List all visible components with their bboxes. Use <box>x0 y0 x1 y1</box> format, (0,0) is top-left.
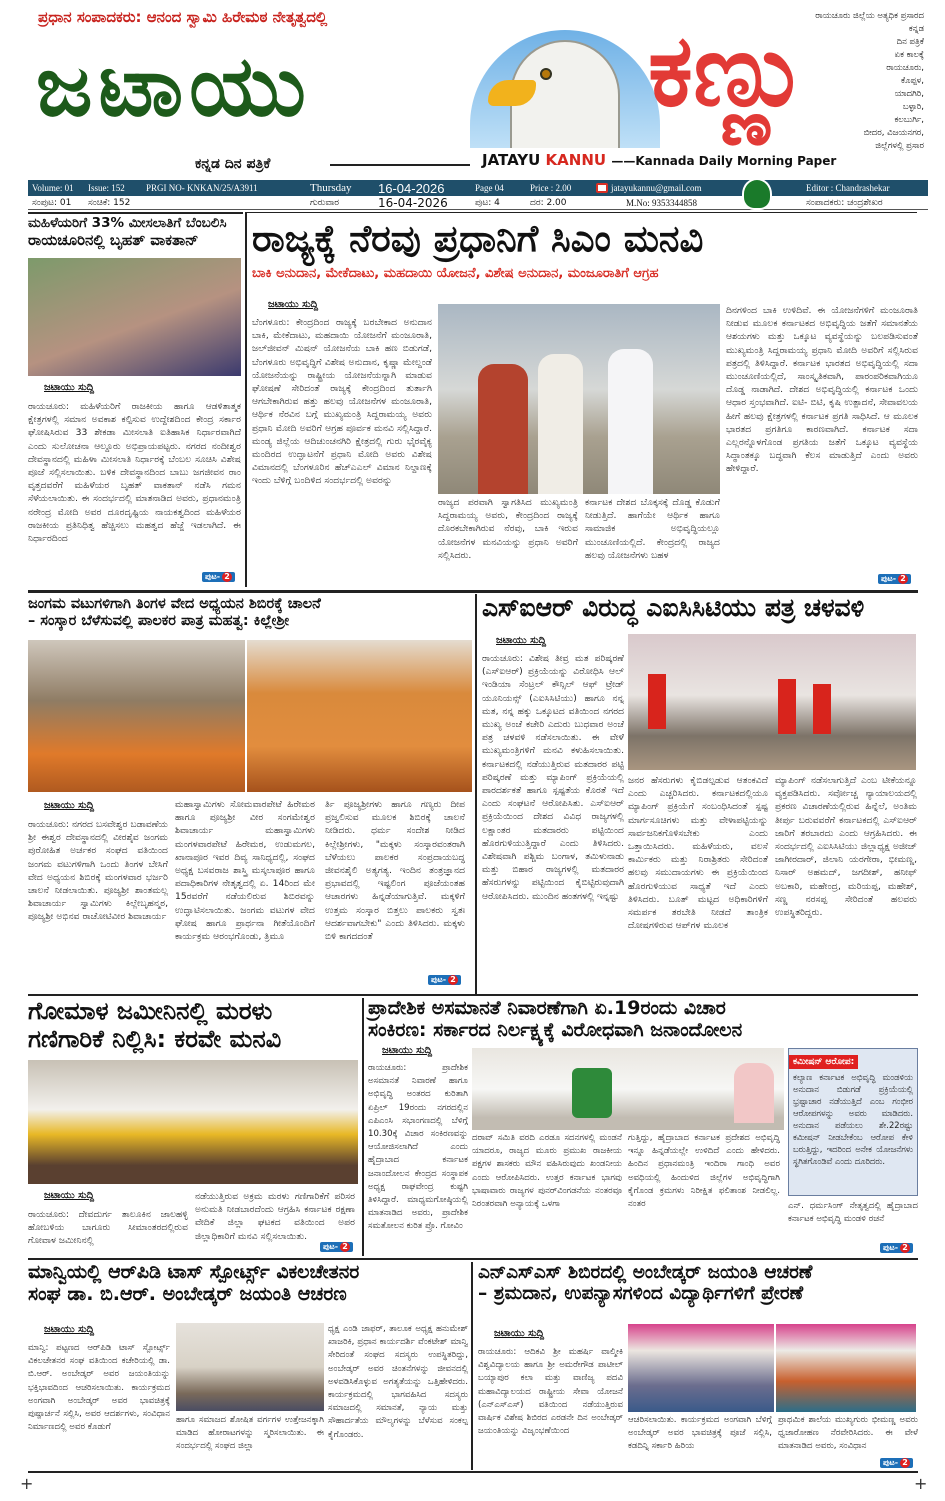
volume: Volume: 01 <box>32 183 74 193</box>
price: Price : 2.00 <box>530 183 572 193</box>
story7-photo <box>176 1323 324 1411</box>
logo-kannu: ಕಣ್ಣು <box>648 11 810 129</box>
eagle-eye-icon <box>540 68 552 80</box>
continue-label: ಪುಟ- <box>883 1458 899 1467</box>
story1-byline: ಜಟಾಯು ಸುದ್ದಿ <box>44 382 95 393</box>
story2-byline: ಜಟಾಯು ಸುದ್ದಿ <box>268 299 319 310</box>
circulation-line: ಯಾದಗಿರಿ, <box>894 89 924 99</box>
registration-mark-icon: + <box>20 1474 34 1493</box>
divider <box>245 212 917 213</box>
day: Thursday <box>310 182 352 194</box>
story7-body-col3: ಧ್ಯಕ್ಷ ಎಂಡಿ ಜಾಫರ್, ತಾಲೂಕ ಅಧ್ಯಕ್ಷ ಹನುಮೇಶ್ ಖಾಜರಿಕಿ, ಪ್ರಧಾನ ಕಾರ್ಯದರ್ಶಿ ವೆಂಕಟೇಶ್ ಮಾನ್ವಿ ಸೇರಿದಂತೆ ಸಂಘದ ಸದಸ್ಯರು ಉಪಸ್ಥಿತರಿದ್ದು, ಅಂಬೇಡ್ಕರ್ ಅವರ ಚಿಂತನೆಗಳನ್ನು ಜೀವನದಲ್ಲಿ ಅಳವಡಿಸಿಕೊಳ್ಳುವ ಅಗತ್ಯತೆಯನ್ನು ಒತ್ತಿಹೇಳಿದರು. ಕಾರ್ಯಕ್ರಮದಲ್ಲಿ ಭಾಗವಹಿಸಿದ ಸದಸ್ಯರು ಸಮಾಜದಲ್ಲಿ ಸಮಾನತೆ, ನ್ಯಾಯ ಮತ್ತು ಸೌಹಾರ್ದತೆಯ ಮೌಲ್ಯಗಳನ್ನು ಬೆಳೆಸುವ ಸಂಕಲ್ಪ ಕೈಗೊಂಡರು. <box>328 1324 468 1440</box>
photo-flag <box>813 684 831 734</box>
price-kn: ದರ: 2.00 <box>530 197 567 208</box>
continue-page-number: 2 <box>898 574 908 584</box>
column-divider <box>245 212 247 587</box>
story4-photo <box>628 634 916 770</box>
story6-photo <box>472 1048 784 1130</box>
day-kn: ಗುರುವಾರ <box>310 197 340 208</box>
email-link[interactable] <box>596 183 702 194</box>
story6-headline <box>368 998 918 1042</box>
circulation-line: ದಿನ ಪತ್ರಿಕೆ <box>896 37 924 47</box>
circulation-line: ಬಳ್ಳಾರಿ, <box>902 102 924 112</box>
story1-photo <box>28 258 241 376</box>
story5-headline-line2: ಗಣಿಗಾರಿಕೆ ನಿಲ್ಲಿಸಿ: ಕರವೇ ಮನವಿ <box>28 1024 282 1053</box>
english-subtitle: Kannada Daily Morning Paper <box>635 154 837 168</box>
date-kn: 16-04-2026 <box>378 195 448 210</box>
circulation-line: ರಾಯಚೂರು ಜಿಲ್ಲೆಯ ಅತ್ಯಧಿಕ ಪ್ರಸಾರದ <box>815 11 924 21</box>
registration-mark-icon: + <box>914 1474 928 1493</box>
story6-body-col2: ದರಾವ್ ಸಮಿತಿ ವರದಿ ಎರಡೂ ಸದನಗಳಲ್ಲಿ ಮಂಡನೆ ಯಾದರೂ, ರಾಜ್ಯದ ಮೂರು ಪ್ರಮುಖ ರಾಜಕೀಯ ಪಕ್ಷಗಳ ಶಾಸಕರು ಮೌನ ವಹಿಸಿರುವುದು ಖಂಡನೀಯ ಎಂದು ಆರೋಪಿಸಿದರು. ಉತ್ತರ ಕರ್ನಾಟಕ ಭಾಗವು ಭಾಷಾವಾರು ರಾಜ್ಯಗಳ ಪುನರ್‌ವಿಂಗಡನೆಯ ನಂತರವೂ ನಿರಂತರವಾಗಿ ಅನ್ಯಾಯಕ್ಕೆ ಒಳಗಾ <box>472 1133 622 1210</box>
continue-label: ಪುಟ- <box>883 1243 899 1252</box>
story4-body-col1: ರಾಯಚೂರು: ವಿಶೇಷ ತೀವ್ರ ಮತ ಪರಿಷ್ಕರಣೆ (ಎಸ್‌ಐಆರ್) ಪ್ರಕ್ರಿಯೆಯನ್ನು ವಿರೋಧಿಸಿ ಆಲ್ ಇಂಡಿಯಾ ಸೆಂಟ್ರಲ್ ಕೌನ್ಸಿಲ್ ಆಫ್ ಟ್ರೇಡ್ ಯೂನಿಯನ್ಸ್ (ಎಐಸಿಸಿಟಿಯು) ಹಾಗೂ ನನ್ನ ಮತ, ನನ್ನ ಹಕ್ಕು ಒಕ್ಕೂಟದ ವತಿಯಿಂದ ನಗರದ ಮುಖ್ಯ ಅಂಚೆ ಕಚೇರಿ ಎದುರು ಬುಧವಾರ ಅಂಚೆ ಪತ್ರ ಚಳವಳಿ ನಡೆಸಲಾಯಿತು. ಈ ವೇಳೆ ಮುಖ್ಯಮಂತ್ರಿಗಳಿಗೆ ಮನವಿ ಕಳುಹಿಸಲಾಯಿತು. ಕರ್ನಾಟಕದಲ್ಲಿ ನಡೆಯುತ್ತಿರುವ ಮತದಾರರ ಪಟ್ಟಿ ಪರಿಷ್ಕರಣೆ ಮತ್ತು ಮ್ಯಾಪಿಂಗ್ ಪ್ರಕ್ರಿಯೆಯಲ್ಲಿ ಪಾರದರ್ಶಕತೆ ಹಾಗೂ ಸ್ಪಷ್ಟತೆಯ ಕೊರತೆ ಇದೆ ಎಂದು ಸಂಘಟನೆ ಆರೋಪಿಸಿತು. ಎಸ್‌ಐಆರ್ ಪ್ರಕ್ರಿಯೆಯಿಂದ ದೇಶದ ವಿವಿಧ ರಾಜ್ಯಗಳಲ್ಲಿ ಲಕ್ಷಾಂತರ ಮತದಾರರು ಪಟ್ಟಿಯಿಂದ ಹೊರಗುಳಿಯುತ್ತಿದ್ದಾರೆ ಎಂದು ತಿಳಿಸಿದರು. ವಿಶೇಷವಾಗಿ ಪಶ್ಚಿಮ ಬಂಗಾಳ, ತಮಿಳುನಾಡು ಮತ್ತು ಬಿಹಾರ ರಾಜ್ಯಗಳಲ್ಲಿ ಮತದಾರರ ಹೆಸರುಗಳನ್ನು ಪಟ್ಟಿಯಿಂದ ಕೈಬಿಟ್ಟಿರುವುದಾಗಿ ಆರೋಪಿಸಿದರು. ಮುಂದಿನ ಹಂತಗಳಲ್ಲಿ ಇನ್ನಷ್ಟು <box>482 653 624 902</box>
story7-body-col2: ಹಾಗೂ ಸಮಾಜದ ಶೋಷಿತ ವರ್ಗಗಳ ಉತ್ತೇಜನಕ್ಕಾಗಿ ಮಾಡಿದ ಹೋರಾಟಗಳನ್ನು ಸ್ಮರಿಸಲಾಯಿತು. ಈ ಸಂದರ್ಭದಲ್ಲಿ ಸಂಘದ ಜಿಲ್ಲಾ <box>176 1415 324 1452</box>
story2-body-col4: ದಿನಗಳಿಂದ ಬಾಕಿ ಉಳಿದಿವೆ. ಈ ಯೋಜನೆಗಳಿಗೆ ಮಂಜೂರಾತಿ ನೀಡುವ ಮೂಲಕ ಕರ್ನಾಟಕದ ಅಭಿವೃದ್ಧಿಯ ಜತೆಗೆ ಸಮಾನತೆಯ ಆಶಯಗಳು ಮತ್ತು ಒಕ್ಕೂಟ ವ್ಯವಸ್ಥೆಯನ್ನು ಬಲಪಡಿಸುವಂತೆ ಮುಖ್ಯಮಂತ್ರಿ ಸಿದ್ದರಾಮಯ್ಯ ಪ್ರಧಾನಿ ಮೋದಿ ಅವರಿಗೆ ಸಲ್ಲಿಸಿರುವ ಪತ್ರದಲ್ಲಿ ತಿಳಿಸಿದ್ದಾರೆ. ಕರ್ನಾಟಕ ಭಾರತದ ಅಭಿವೃದ್ಧಿಯಲ್ಲಿ ಸದಾ ಮುಂಚೂಣಿಯಲ್ಲಿದೆ, ಸಾಂಸ್ಕೃತಿಕವಾಗಿ, ಪಾರಂಪರಿಕವಾಗಿಯೂ ದೊಡ್ಡ ನಾಡಾಗಿದೆ. ದೇಶದ ಅಭಿವೃದ್ಧಿಯಲ್ಲಿ ಕರ್ನಾಟಕ ಒಂದು ಆಧಾರ ಸ್ತಂಭವಾಗಿದೆ. ಐಟಿ- ಬಿಟಿ, ಕೃಷಿ ಉತ್ಪಾದನೆ, ಸೇವಾವಲಯ ಹೀಗೆ ಹಲವು ಕ್ಷೇತ್ರಗಳಲ್ಲಿ ಕರ್ನಾಟಕ ಪ್ರಗತಿ ಸಾಧಿಸಿದೆ. ಆ ಮೂಲಕ ಭಾರತದ ಪ್ರಗತಿಗೂ ಕಾರಣವಾಗಿದೆ. ಕರ್ನಾಟಕ ಸದಾ ಎಲ್ಲರನ್ನೊಳಗೊಂಡ ಪ್ರಗತಿಯ ಜತೆಗೆ ಒಕ್ಕೂಟ ವ್ಯವಸ್ಥೆಯ ಸಿದ್ಧಾಂತಕ್ಕೂ ಬದ್ಧವಾಗಿ ಕೆಲಸ ಮಾಡುತ್ತಿದೆ ಎಂದು ಅವರು ಹೇಳಿದ್ದಾರೆ. <box>726 305 918 475</box>
story3-photo-2 <box>247 640 472 792</box>
story3-headline-line2: – ಸಂಸ್ಕಾರ ಬೆಳೆಸುವಲ್ಲಿ ಪಾಲಕರ ಪಾತ್ರ ಮಹತ್ವ: ಕಿಲ್ಲೇಶ್ರೀ <box>28 612 290 629</box>
story3-byline: ಜಟಾಯು ಸುದ್ದಿ <box>44 800 95 811</box>
story5-headline <box>28 998 358 1053</box>
masthead-divider <box>330 164 470 166</box>
circulation-line: ಬೀದರ, ವಿಜಯನಗರ, <box>863 128 924 138</box>
photo-flag <box>778 679 796 734</box>
story4-body-col2: ಜನರ ಹೆಸರುಗಳು ಕೈಬಿಡಲ್ಪಡುವ ಆತಂಕವಿದೆ ಎಂದು ಎಚ್ಚರಿಸಿದರು. ಕರ್ನಾಟಕದಲ್ಲಿಯೂ ಮ್ಯಾಪಿಂಗ್ ಪ್ರಕ್ರಿಯೆಗೆ ಸಂಬಂಧಿಸಿದಂತೆ ಸ್ಪಷ್ಟ ಮಾರ್ಗಸೂಚಿಗಳು ಮತ್ತು ವೇಳಾಪಟ್ಟಿಯನ್ನು ಸಾರ್ವಜನಿಕಗೊಳಿಸಬೇಕು ಎಂದು ಒತ್ತಾಯಿಸಿದರು. ಮಹಿಳೆಯರು, ವಲಸೆ ಕಾರ್ಮಿಕರು ಮತ್ತು ನಿರಾಶ್ರಿತರು ಸೇರಿದಂತೆ ಹಲವು ಸಮುದಾಯಗಳು ಈ ಪ್ರಕ್ರಿಯೆಯಿಂದ ಹೊರಗುಳಿಯುವ ಸಾಧ್ಯತೆ ಇದೆ ಎಂದು ತಿಳಿಸಿದರು. ಬೂತ್ ಮಟ್ಟದ ಅಧಿಕಾರಿಗಳಿಗೆ ಸಮರ್ಪಕ ತರಬೇತಿ ನೀಡದೆ ತಾಂತ್ರಿಕ ದೋಷಗಳಿರುವ ಆಪ್‌ಗಳ ಮೂಲಕ <box>628 775 768 932</box>
email-address: jatayukannu@gmail.com <box>611 182 702 193</box>
emblem-icon <box>742 178 772 210</box>
story5-body-col1: ರಾಯಚೂರು: ದೇವದುರ್ಗ ತಾಲೂಕಿನ ಜಾಲಹಳ್ಳಿ ಹೋಬಳಿಯ ಬಾಗೂರು ಸೀಮಾಂತರದಲ್ಲಿರುವ ಗೋವಾಳ ಜಮೀನಿನಲ್ಲಿ <box>28 1209 188 1247</box>
story2-body-col1: ಬೆಂಗಳೂರು: ಕೇಂದ್ರದಿಂದ ರಾಜ್ಯಕ್ಕೆ ಬರಬೇಕಾದ ಅನುದಾನ ಬಾಕಿ, ಮೇಕೆದಾಟು, ಮಹದಾಯಿ ಯೋಜನೆಗೆ ಮಂಜೂರಾತಿ, ಜಲ್‌ಜೀವನ್ ಮಿಷನ್ ಯೋಜನೆಯ ಬಾಕಿ ಹಣ ಬಿಡುಗಡೆ, ಬೆಂಗಳೂರು ಅಭಿವೃದ್ಧಿಗೆ ವಿಶೇಷ ಅನುದಾನ, ಕೃಷ್ಣಾ ಮೇಲ್ದಂಡೆ ಯೋಜನೆಯನ್ನು ರಾಷ್ಟ್ರೀಯ ಯೋಜನೆಯನ್ನಾಗಿ ಮಾಡುವ ಘೋಷಣೆ ಸೇರಿದಂತೆ ರಾಜ್ಯಕ್ಕೆ ಕೇಂದ್ರದಿಂದ ತುರ್ತಾಗಿ ಆಗಬೇಕಾಗಿರುವ ಹತ್ತು ಹಲವು ಯೋಜನೆಗಳ ಮಂಜೂರಾತಿ, ಆರ್ಥಿಕ ನೆರವಿನ ಬಗ್ಗೆ ಮುಖ್ಯಮಂತ್ರಿ ಸಿದ್ದರಾಮಯ್ಯ ಅವರು ಪ್ರಧಾನಿ ಮೋದಿ ಅವರಿಗೆ ಆಗ್ರಹ ಪೂರ್ವಕ ಮನವಿ ಸಲ್ಲಿಸಿದ್ದಾರೆ. ಮಂಡ್ಯ ಜಿಲ್ಲೆಯ ಆದಿಚುಂಚನಗಿರಿ ಕ್ಷೇತ್ರದಲ್ಲಿ ಗುರು ಭೈರವೈಕ್ಯ ಮಂದಿರದ ಉದ್ಘಾಟನೆಗೆ ಪ್ರಧಾನಿ ಮೋದಿ ಅವರು ವಿಶೇಷ ವಿಮಾನದಲ್ಲಿ ಬೆಂಗಳೂರಿನ ಹೆಚ್‌ಎಎಲ್ ವಿಮಾನ ನಿಲ್ದಾಣಕ್ಕೆ ಇಂದು ಬೆಳಿಗ್ಗೆ ಬಂದಿಳಿದ ಸಂದರ್ಭದಲ್ಲಿ ಅವರನ್ನು <box>252 317 432 487</box>
continue-page-number: 2 <box>900 1458 910 1468</box>
story1-body: ರಾಯಚೂರು: ಮಹಿಳೆಯರಿಗೆ ರಾಜಕೀಯ ಹಾಗೂ ಆಡಳಿತಾತ್ಮಕ ಕ್ಷೇತ್ರಗಳಲ್ಲಿ ಸಮಾನ ಅವಕಾಶ ಕಲ್ಪಿಸುವ ಉದ್ದೇಶದಿಂದ ಕೇಂದ್ರ ಸರ್ಕಾರ ಘೋಷಿಸಿರುವ 33 ಶೇಕಡಾ ಮೀಸಲಾತಿ ಐತಿಹಾಸಿಕ ನಿರ್ಧಾರವಾಗಿದೆ ಎಂದು ಸುಲೋಚನಾ ಆಲ್ದೂರು ಅಭಿಪ್ರಾಯಪಟ್ಟರು. ನಗರದ ನಂದೀಶ್ವರ ದೇವಸ್ಥಾನದಲ್ಲಿ ಮಹಿಳಾ ಮೀಸಲಾತಿ ನಿರ್ಧಾರಕ್ಕೆ ಬೆಂಬಲ ಸೂಚಿಸಿ ವಿಶೇಷ ಪೂಜೆ ಸಲ್ಲಿಸಲಾಯಿತು. ಬಳಿಕ ದೇವಸ್ಥಾನದಿಂದ ಬಾಬು ಜಗಜೀವನ ರಾಂ ವೃತ್ತದವರೆಗೆ ಮಹಿಳೆಯರ ಬೃಹತ್ ವಾಕತಾನ್ ನಡೆಸಿ ಗಮನ ಸೆಳೆಯಲಾಯಿತು. ಈ ಸಂದರ್ಭದಲ್ಲಿ ಮಾತನಾಡಿದ ಅವರು, ಪ್ರಧಾನಮಂತ್ರಿ ನರೇಂದ್ರ ಮೋದಿ ಅವರ ದೂರದೃಷ್ಟಿಯ ನಾಯಕತ್ವದಿಂದ ಮಹಿಳೆಯರ ರಾಜಕೀಯ ಪ್ರತಿನಿಧಿತ್ವ ಹೆಚ್ಚಿಸಲು ಮಹತ್ವದ ಹೆಜ್ಜೆ ಇಡಲಾಗಿದೆ. ಈ ನಿರ್ಧಾರದಿಂದ <box>28 401 241 545</box>
story8-body-col3: ಪ್ರಾಥಮಿಕ ಶಾಲೆಯ ಮುಖ್ಯಗುರು ಭೀಮಣ್ಣ ಅವರು ಧ್ವಜಾರೋಹಣ ನೆರವೇರಿಸಿದರು. ಈ ವೇಳೆ ಮಾತನಾಡಿದ ಅವರು, ಸಂವಿಧಾನ <box>778 1415 918 1452</box>
eagle-logo-image <box>470 30 660 148</box>
story8-photo-2 <box>776 1324 916 1412</box>
story1-headline <box>28 216 243 249</box>
story8-body-col1: ರಾಯಚೂರು: ಆದಿಕವಿ ಶ್ರೀ ಮಹರ್ಷಿ ವಾಲ್ಮೀಕಿ ವಿಶ್ವವಿದ್ಯಾಲಯ ಹಾಗೂ ಶ್ರೀ ಅಮರೇಗೌಡ ಪಾಟೀಲ್ ಬಯ್ಯಾಪುರ ಕಲಾ ಮತ್ತು ವಾಣಿಜ್ಯ ಪದವಿ ಮಹಾವಿದ್ಯಾಲಯದ ರಾಷ್ಟ್ರೀಯ ಸೇವಾ ಯೋಜನೆ (ಎನ್‌ಎಸ್‌ಎಸ್) ವತಿಯಿಂದ ನಡೆಯುತ್ತಿರುವ ವಾರ್ಷಿಕ ವಿಶೇಷ ಶಿಬಿರದ ಎರಡನೇ ದಿನ ಅಂಬೇಡ್ಕರ್ ಜಯಂತಿಯನ್ನು ವಿಜೃಂಭಣೆಯಿಂದ <box>478 1347 623 1437</box>
story4-headline: ಎಸ್‌ಐಆರ್ ವಿರುದ್ಧ ಎಐಸಿಸಿಟಿಯು ಪತ್ರ ಚಳವಳಿ <box>482 593 865 622</box>
column-divider <box>475 594 477 994</box>
english-title: JATAYU KANNU ——Kannada Daily Morning Paper <box>482 151 837 169</box>
story6-body-col3: ಗುತ್ತಿದ್ದು, ಹೈದ್ರಾಬಾದ ಕರ್ನಾಟಕ ಪ್ರದೇಶದ ಅಭಿವೃದ್ಧಿ ಇನ್ನೂ ಹಿನ್ನಡೆಯಲ್ಲೇ ಉಳಿದಿದೆ ಎಂದು ಹೇಳಿದರು. ಹಿಂದಿನ ಪ್ರಧಾನಮಂತ್ರಿ ಇಂದಿರಾ ಗಾಂಧಿ ಅವರ ಅವಧಿಯಲ್ಲಿ ಹಿಂದುಳಿದ ಜಿಲ್ಲೆಗಳ ಅಭಿವೃದ್ಧಿಗಾಗಿ ಕೈಗೊಂಡ ಕ್ರಮಗಳು ನಿರೀಕ್ಷಿತ ಫಲಿತಾಂಶ ನೀಡಲಿಲ್ಲ. ನಂತರ <box>628 1133 780 1210</box>
story8-continue-button[interactable] <box>880 1458 913 1468</box>
english-title-kannu: KANNU <box>545 151 607 169</box>
bottom-divider <box>28 1471 918 1473</box>
info-bar-kannada <box>28 196 928 210</box>
info-bar <box>28 180 928 196</box>
editor-name: Editor : Chandrashekar <box>806 183 890 193</box>
photo-figure <box>538 354 583 494</box>
column-divider <box>362 998 364 1256</box>
story8-headline-line1: ಎನ್‌ಎಸ್‌ಎಸ್ ಶಿಬಿರದಲ್ಲಿ ಅಂಬೇಡ್ಕರ್ ಜಯಂತಿ ಆಚರಣೆ <box>478 1262 813 1283</box>
logo-jatayu: ಜಟಾಯು <box>36 36 312 135</box>
story3-headline <box>28 596 473 629</box>
volume-kn: ಸಂಪುಟ: 01 <box>32 197 72 208</box>
continue-label: ಪುಟ- <box>881 574 897 583</box>
divider <box>28 1258 918 1260</box>
chief-editor-tagline: ಪ್ರಧಾನ ಸಂಪಾದಕರು: ಆನಂದ ಸ್ವಾಮಿ ಹಿರೇಮಠ ನೇತೃತ್ವದಲ್ಲಿ <box>38 8 328 26</box>
story5-headline-line1: ಗೋಮಾಳ ಜಮೀನಿನಲ್ಲಿ ಮರಳು <box>28 997 273 1025</box>
story6-headline-line1: ಪ್ರಾದೇಶಿಕ ಅಸಮಾನತೆ ನಿವಾರಣೆಗಾಗಿ ಏ.19ರಂದು ವಿಚಾರ <box>368 997 726 1019</box>
circulation-list <box>752 10 924 153</box>
story7-body-col1: ಮಾನ್ವಿ: ಪಟ್ಟಣದ ಆರ್‌ಪಿಡಿ ಟಾಸ್ ಸ್ಪೋರ್ಟ್ಸ್ ವಿಕಲಚೇತನರ ಸಂಘ ವತಿಯಿಂದ ಕಚೇರಿಯಲ್ಲಿ ಡಾ. ಬಿ.ಆರ್. ಅಂಬೇಡ್ಕರ್ ಅವರ ಜಯಂತಿಯನ್ನು ಭಕ್ತಿಭಾವದಿಂದ ಆಚರಿಸಲಾಯಿತು. ಕಾರ್ಯಕ್ರಮದ ಅಂಗವಾಗಿ ಅಂಬೇಡ್ಕರ್ ಅವರ ಭಾವಚಿತ್ರಕ್ಕೆ ಪುಷ್ಪಾರ್ಚನೆ ಸಲ್ಲಿಸಿ, ಅವರ ಆದರ್ಶಗಳು, ಸಂವಿಧಾನ ನಿರ್ಮಾಣದಲ್ಲಿ ಅವರ ಕೊಡುಗೆ <box>28 1343 170 1433</box>
photo-green-scarf <box>572 1068 612 1118</box>
continue-page-number: 2 <box>900 1243 910 1253</box>
circulation-line: ಕಲಬುರ್ಗಿ, <box>894 115 924 125</box>
story2-headline: ರಾಜ್ಯಕ್ಕೆ ನೆರವು ಪ್ರಧಾನಿಗೆ ಸಿಎಂ ಮನವಿ <box>252 217 704 260</box>
page-number: Page 04 <box>475 183 504 193</box>
story4-byline: ಜಟಾಯು ಸುದ್ದಿ <box>496 635 547 646</box>
issue: Issue: 152 <box>88 183 125 193</box>
continue-page-number: 2 <box>448 975 458 985</box>
story7-headline-line2: ಸಂಘ ಡಾ. ಬಿ.ಆರ್. ಅಂಬೇಡ್ಕರ್ ಜಯಂತಿ ಆಚರಣ <box>28 1282 347 1305</box>
box-body: ಕಲ್ಯಾಣ ಕರ್ನಾಟಕ ಅಭಿವೃದ್ಧಿ ಮಂಡಳಿಯ ಅನುದಾನ ಬಿಡುಗಡೆ ಪ್ರಕ್ರಿಯೆಯಲ್ಲಿ ಭ್ರಷ್ಟಾಚಾರ ನಡೆಯುತ್ತಿದೆ ಎಂಬ ಗಂಭೀರ ಆರೋಪಗಳನ್ನು ಅವರು ಮಾಡಿದರು. ಅನುದಾನ ಪಡೆಯಲು ಶೇ.22ರಷ್ಟು ಕಮೀಷನ್ ನೀಡಬೇಕೆಂಬ ಆರೋಪ ಕೇಳಿ ಬರುತ್ತಿದ್ದು, ಇದರಿಂದ ಅನೇಕ ಯೋಜನೆಗಳು ಸ್ಥಗಿತಗೊಂಡಿವೆ ಎಂದು ದೂರಿದರು. <box>793 1072 913 1166</box>
story2-subheadline: ಬಾಕಿ ಅನುದಾನ, ಮೇಕೆದಾಟು, ಮಹದಾಯಿ ಯೋಜನೆ, ವಿಶೇಷ ಅನುದಾನ, ಮಂಜೂರಾತಿಗೆ ಆಗ್ರಹ <box>252 266 659 281</box>
story8-headline <box>478 1262 918 1305</box>
kannada-daily-subtitle: ಕನ್ನಡ ದಿನ ಪತ್ರಿಕೆ <box>195 156 271 172</box>
story3-continue-button[interactable] <box>428 975 461 985</box>
continue-label: ಪುಟ- <box>205 572 221 581</box>
date: 16-04-2026 <box>378 180 445 196</box>
story7-byline: ಜಟಾಯು ಸುದ್ದಿ <box>44 1324 95 1335</box>
story6-body-col1: ರಾಯಚೂರು: ಪ್ರಾದೇಶಿಕ ಅಸಮಾನತೆ ನಿವಾರಣೆ ಹಾಗೂ ಅಭಿವೃದ್ಧಿ ಅಂತರದ ಕುರಿತಾಗಿ ಏಪ್ರಿಲ್ 19ರಂದು ನಗರದಲ್ಲಿನ ಎಪಿಎಂಸಿ ಸಭಾಂಗಣದಲ್ಲಿ ಬೆಳಿಗ್ಗೆ 10.30ಕ್ಕೆ ವಿಚಾರ ಸಂಕಿರಣವನ್ನು ಆಯೋಜಿಸಲಾಗಿದೆ ಎಂದು ಹೈದ್ರಾಬಾದ ಕರ್ನಾಟಕ ಜನಾಂದೋಲನ ಕೇಂದ್ರದ ಸಂಸ್ಥಾಪಕ ಅಧ್ಯಕ್ಷ ರಾಘವೇಂದ್ರ ಕುಷ್ಟಗಿ ತಿಳಿಸಿದ್ದಾರೆ. ಮಾಧ್ಯಮಗೋಷ್ಠಿಯಲ್ಲಿ ಮಾತನಾಡಿದ ಅವರು, ಪ್ರಾದೇಶಿಕ ಸಮತೋಲನ ಕುರಿತ ಪ್ರೊ. ಗೋವಿಂ <box>368 1063 468 1232</box>
story3-body-col1: ರಾಯಚೂರು: ನಗರದ ಬಸವೇಶ್ವರ ಬಡಾವಣೆಯ ಶ್ರೀ ಈಶ್ವರ ದೇವಸ್ಥಾನದಲ್ಲಿ ವೀರಶೈವ ಜಂಗಮ ಪುರೋಹಿತ ಅರ್ಚಕರ ಸಂಘದ ವತಿಯಿಂದ ಜಂಗಮ ವಟುಗಳಿಗಾಗಿ ಒಂದು ತಿಂಗಳ ಬೇಸಿಗೆ ವೇದ ಅಧ್ಯಯನ ಶಿಬಿರಕ್ಕೆ ಮಂಗಳವಾರ ಭರ್ಜರಿ ಚಾಲನೆ ನೀಡಲಾಯಿತು. ಪೂಜ್ಯಶ್ರೀ ಶಾಂತಮಲ್ಲ ಶಿವಾಚಾರ್ಯ ಸ್ವಾಮಿಗಳು ಕಿಲ್ಲೇಬೃಹನ್ಮಠ, ಪೂಜ್ಯಶ್ರೀ ಅಭಿನವ ರಾಚೋಟಿವೀರ ಶಿವಾಚಾರ್ಯ <box>28 819 168 923</box>
story7-headline-line1: ಮಾನ್ವಿಯಲ್ಲಿ ಆರ್‌ಪಿಡಿ ಟಾಸ್ ಸ್ಪೋರ್ಟ್ಸ್ ವಿಕಲಚೇತನರ <box>28 1261 360 1283</box>
story5-photo <box>28 1060 358 1184</box>
story3-headline-line1: ಜಂಗಮ ವಟುಗಳಿಗಾಗಿ ತಿಂಗಳ ವೇದ ಅಧ್ಯಯನ ಶಿಬಿರಕ್ಕೆ ಚಾಲನೆ <box>28 596 321 612</box>
photo-figure <box>734 1063 774 1123</box>
continue-page-number: 2 <box>222 572 232 582</box>
issue-kn: ಸಂಚಿಕೆ: 152 <box>88 197 131 208</box>
box-title: ಕಮೀಷನ್ ಆರೋಪ: <box>789 1055 858 1069</box>
story1-continue-button[interactable] <box>202 572 235 582</box>
story5-body-col2: ನಡೆಯುತ್ತಿರುವ ಅಕ್ರಮ ಮರಳು ಗಣಿಗಾರಿಕೆಗೆ ಪರಿಸರ ಅನುಮತಿ ನೀಡಬಾರದೆಂದು ಆಗ್ರಹಿಸಿ ಕರ್ನಾಟಕ ರಕ್ಷಣಾ ವೇದಿಕೆ ಜಿಲ್ಲಾ ಘಟಕದ ವತಿಯಿಂದ ಅಪರ ಜಿಲ್ಲಾಧಿಕಾರಿಗೆ ಮನವಿ ಸಲ್ಲಿಸಲಾಯಿತು. <box>195 1191 355 1242</box>
divider <box>28 994 918 996</box>
story1-headline-line2: ರಾಯಚೂರಿನಲ್ಲಿ ಬೃಹತ್ ವಾಕತಾನ್ <box>28 230 199 249</box>
story5-continue-button[interactable] <box>320 1242 353 1252</box>
story8-photo-1 <box>628 1324 774 1412</box>
story8-body-col2: ಆಚರಿಸಲಾಯಿತು. ಕಾರ್ಯಕ್ರಮದ ಅಂಗವಾಗಿ ಬೆಳಿಗ್ಗೆ ಅಂಬೇಡ್ಕರ್ ಅವರ ಭಾವಚಿತ್ರಕ್ಕೆ ಪೂಜೆ ಸಲ್ಲಿಸಿ, ಕಡದಿನ್ನಿ ಸರ್ಕಾರಿ ಹಿರಿಯ <box>628 1415 772 1452</box>
story3-photo-1 <box>28 640 245 792</box>
editor-name-kn: ಸಂಪಾದಕರು: ಚಂದ್ರಶೇಖರ <box>806 197 883 208</box>
divider <box>28 212 243 214</box>
story4-body-col3: ಮ್ಯಾಪಿಂಗ್ ನಡೆಸಲಾಗುತ್ತಿದೆ ಎಂಬ ಟೀಕೆಯನ್ನೂ ವ್ಯಕ್ತಪಡಿಸಿದರು. ಸರ್ವೋಚ್ಚ ನ್ಯಾಯಾಲಯದಲ್ಲಿ ಪ್ರಕರಣ ವಿಚಾರಣೆಯಲ್ಲಿರುವ ಹಿನ್ನೆಲೆ, ಅಂತಿಮ ತೀರ್ಪು ಬರುವವರೆಗೆ ಕರ್ನಾಟಕದಲ್ಲಿ ಎಸ್‌ಐಆರ್ ಜಾರಿಗೆ ತರಬಾರದು ಎಂದು ಆಗ್ರಹಿಸಿದರು. ಈ ಸಂದರ್ಭದಲ್ಲಿ ಎಐಸಿಸಿಟಿಯು ಜಿಲ್ಲಾಧ್ಯಕ್ಷ ಅಜೀಜ್ ಜಾಗೀರದಾರ್, ಜಿಲಾನಿ ಯರಗೇರಾ, ಭೀಮಣ್ಣ, ನಿಸಾರ್ ಅಹಮದ್, ಜಗದೀಶ್, ಹನೀಫ್ ಅಬಕಾರಿ, ಮಹೇಂದ್ರ, ಮರಿಯಪ್ಪ, ಮಹೇಶ್, ಸಣ್ಣ ನರಸಪ್ಪ ಸೇರಿದಂತೆ ಹಲವರು ಉಪಸ್ಥಿತರಿದ್ದರು. <box>775 775 917 919</box>
circulation-line: ಕೊಪ್ಪಳ, <box>900 76 924 86</box>
continue-label: ಪುಟ- <box>323 1242 339 1251</box>
story6-headline-line2: ಸಂಕಿರಣ: ಸರ್ಕಾರದ ನಿರ್ಲಕ್ಷ್ಯಕ್ಕೆ ವಿರೋಧವಾಗಿ ಜನಾಂದೋಲನ <box>368 1018 743 1041</box>
continue-label: ಪುಟ- <box>431 975 447 984</box>
page-kn: ಪುಟ: 4 <box>475 197 500 208</box>
story3-body-col3: ರ್ತಿ ಪೂಜ್ಯಶ್ರೀಗಳು ಹಾಗೂ ಗಣ್ಯರು ದೀಪ ಪ್ರಜ್ವಲಿಸುವ ಮೂಲಕ ಶಿಬಿರಕ್ಕೆ ಚಾಲನೆ ನೀಡಿದರು. ಧರ್ಮ ಸಂದೇಶ ನೀಡಿದ ಕಿಲ್ಲೇಶ್ರೀಗಳು, "ಮಕ್ಕಳು ಸಂಸ್ಕಾರವಂತರಾಗಿ ಬೆಳೆಯಲು ಪಾಲಕರ ಸಂಪ್ರದಾಯಬದ್ಧ ಜೀವನಶೈಲಿ ಅತ್ಯಗತ್ಯ. ಇಂದಿನ ತಂತ್ರಜ್ಞಾನದ ಪ್ರಭಾವದಲ್ಲಿ ಇಷ್ಟಲಿಂಗ ಪೂಜೆಯಂತಹ ಆಚಾರಗಳು ಹಿನ್ನಡೆಯಾಗುತ್ತಿವೆ. ಮಕ್ಕಳಿಗೆ ಉತ್ತಮ ಸಂಸ್ಕಾರ ಬಿತ್ತಲು ಪಾಲಕರು ಸ್ವತಃ ಆದರ್ಶವಾಗಬೇಕು" ಎಂದು ತಿಳಿಸಿದರು. ಮಕ್ಕಳು ಬಿಳಿ ಕಾಗದದಂತೆ <box>325 799 465 943</box>
column-divider <box>471 1262 473 1470</box>
story7-headline <box>28 1262 468 1306</box>
story6-body-col4: ಎನ್. ಧರ್ಮಸಿಂಗ್ ನೇತೃತ್ವದಲ್ಲಿ ಹೈದ್ರಾಬಾದ ಕರ್ನಾಟಕ ಅಭಿವೃದ್ಧಿ ಮಂಡಳಿ ರಚನೆ <box>788 1201 918 1225</box>
story2-photo <box>438 304 720 494</box>
story1-headline-line1: ಮಹಿಳೆಯರಿಗೆ 33% ಮೀಸಲಾತಿಗೆ ಬೆಂಬಲಿಸಿ <box>28 215 227 231</box>
story3-body-col2: ಮಹಾಸ್ವಾಮಿಗಳು ಸೋಮವಾರಪೇಟೆ ಹಿರೇಮಠ ಹಾಗೂ ಪೂಜ್ಯಶ್ರೀ ವೀರ ಸಂಗಮೇಶ್ವರ ಶಿವಾಚಾರ್ಯ ಮಹಾಸ್ವಾಮಿಗಳು ಮಂಗಳವಾರಪೇಟೆ ಹಿರೇಮಠ, ಉಡುಮಗಲ, ಖಾನಾಪೂರ ಇವರ ದಿವ್ಯ ಸಾನಿಧ್ಯದಲ್ಲಿ, ಸಂಘದ ಅಧ್ಯಕ್ಷ ಬಸವರಾಜ ಶಾಸ್ತ್ರಿ ಮಸ್ಕಲಾಪೂರ ಹಾಗೂ ಪದಾಧಿಕಾರಿಗಳ ನೇತೃತ್ವದಲ್ಲಿ ಏ. 14ರಿಂದ ಮೇ 15ರವರೆಗೆ ನಡೆಯಲಿರುವ ಶಿಬಿರವನ್ನು ಉದ್ಘಾಟಿಸಲಾಯಿತು. ಜಂಗಮ ವಟುಗಳ ವೇದ ಘೋಷ ಹಾಗೂ ಪ್ರಾರ್ಥನಾ ಗೀತೆಯೊಂದಿಗೆ ಕಾರ್ಯಕ್ರಮ ಆರಂಭಗೊಂಡು, ತ್ರಿಮೂ <box>175 799 315 943</box>
photo-flag <box>648 674 666 729</box>
circulation-line: ರಾಯಚೂರು, <box>886 63 924 73</box>
commission-allegation-box <box>788 1048 918 1196</box>
story8-byline: ಜಟಾಯು ಸುದ್ದಿ <box>494 1328 545 1339</box>
story2-body-col3: ಕರ್ನಾಟಕ ದೇಶದ ಬೊಕ್ಕಸಕ್ಕೆ ದೊಡ್ಡ ಕೊಡುಗೆ ನೀಡುತ್ತಿದೆ. ಹಾಗೆಯೇ ಆರ್ಥಿಕ ಹಾಗೂ ಸಾಮಾಜಿಕ ಅಭಿವೃದ್ಧಿಯಲ್ಲೂ ಮುಂಚೂಣಿಯಲ್ಲಿದೆ. ಕೇಂದ್ರದಲ್ಲಿ ರಾಜ್ಯದ ಹಲವು ಯೋಜನೆಗಳು ಬಹಳ <box>585 497 720 561</box>
story6-continue-button[interactable] <box>880 1243 913 1253</box>
photo-figure <box>608 349 653 494</box>
story2-body-col2: ರಾಜ್ಯದ ಪರವಾಗಿ ಸ್ವಾಗತಿಸಿದ ಮುಖ್ಯಮಂತ್ರಿ ಸಿದ್ದರಾಮಯ್ಯ ಅವರು, ಕೇಂದ್ರದಿಂದ ರಾಜ್ಯಕ್ಕೆ ದೊರಕಬೇಕಾಗಿರುವ ನೆರವು, ಬಾಕಿ ಇರುವ ಯೋಜನೆಗಳ ಮನವಿಯನ್ನು ಪ್ರಧಾನಿ ಅವರಿಗೆ ಸಲ್ಲಿಸಿದರು. <box>438 497 578 561</box>
story8-headline-line2: – ಶ್ರಮದಾನ, ಉಪನ್ಯಾಸಗಳಿಂದ ವಿದ್ಯಾರ್ಥಿಗಳಿಗೆ ಪ್ರೇರಣೆ <box>478 1283 804 1305</box>
story5-byline: ಜಟಾಯು ಸುದ್ದಿ <box>44 1190 95 1201</box>
continue-page-number: 2 <box>340 1242 350 1252</box>
circulation-line: ಕನ್ನಡ <box>908 24 924 34</box>
gmail-icon <box>596 183 608 193</box>
prgi-number: PRGI NO- KNKAN/25/A3911 <box>146 183 258 193</box>
circulation-line: ಏಕ ಕಾಲಕ್ಕೆ <box>894 50 924 60</box>
circulation-line: ಜಿಲ್ಲೆಗಳಲ್ಲಿ ಪ್ರಸಾರ <box>875 141 924 151</box>
story2-continue-button[interactable] <box>878 574 911 584</box>
photo-figure <box>478 364 528 494</box>
story6-byline: ಜಟಾಯು ಸುದ್ದಿ <box>382 1045 433 1056</box>
english-title-jatayu: JATAYU <box>482 151 541 169</box>
mobile-number: M.No: 9353344858 <box>626 197 698 208</box>
